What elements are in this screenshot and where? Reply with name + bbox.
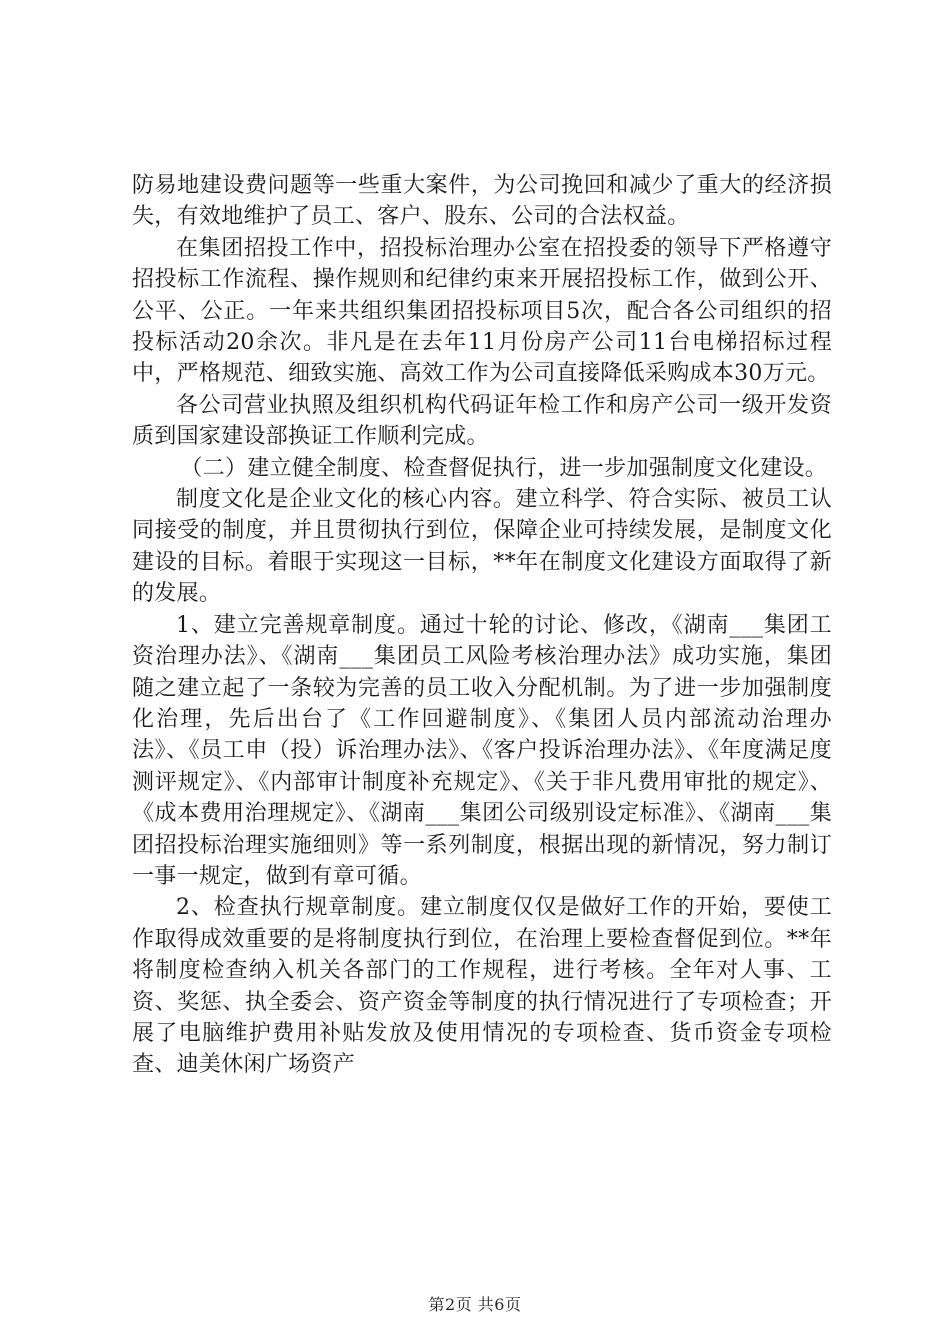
page-footer: 第2页 共6页 bbox=[428, 1295, 522, 1314]
paragraph-licenses: 各公司营业执照及组织机构代码证年检工作和房产公司一级开发资质到国家建设部换证工作顺利完成。 bbox=[132, 392, 832, 450]
section-heading-2: （二）建立健全制度、检查督促执行，进一步加强制度文化建设。 bbox=[180, 455, 828, 481]
paragraph-continuation: 防易地建设费问题等一些重大案件，为公司挽回和减少了重大的经济损失，有效地维护了员工、客户、股东、公司的合法权益。 bbox=[132, 173, 832, 230]
paragraph-system-culture: 制度文化是企业文化的核心内容。建立科学、符合实际、被员工认同接受的制度，并且贯彻执行到位，保障企业可持续发展，是制度文化建设的目标。着眼于实现这一目标，**年在制度文化建设方面取得了新的发展。 bbox=[132, 487, 832, 607]
paragraph-item-1: 1、建立完善规章制度。通过十轮的讨论、修改，《湖南___集团工资治理办法》、《湖南___集团员工风险考核治理办法》成功实施，集团随之建立起了一条较为完善的员工收入分配机制。为了进一步加强制度化治理，先后出台了《工作回避制度》、《集团人员内部流动治理办法》、《员工申（投）诉治理办法》、《客户投诉治理办法》、《年度满足度测评规定》、《内部审计制度补充规定》、《关于非凡费用审批的规定》、《成本费用治理规定》、《湖南___集团公司级别设定标准》、《湖南___集团招投标治理实施细则》等一系列制度，根据出现的新情况，努力制订一事一规定，做到有章可循。 bbox=[132, 612, 832, 889]
document-body bbox=[132, 170, 832, 1081]
paragraph-item-2: 2、检查执行规章制度。建立制度仅仅是做好工作的开始，要使工作取得成效重要的是将制度执行到位，在治理上要检查督促到位。**年将制度检查纳入机关各部门的工作规程，进行考核。全年对人事、工资、奖惩、执全委会、资产资金等制度的执行情况进行了专项检查；开展了电脑维护费用补贴发放及使用情况的专项检查、货币资金专项检查、迪美休闲广场资产 bbox=[132, 895, 832, 1078]
paragraph-bidding: 在集团招投工作中，招投标治理办公室在招投委的领导下严格遵守招投标工作流程、操作规则和纪律约束来开展招投标工作，做到公开、公平、公正。一年来共组织集团招投标项目5次，配合各公司组织的招投标活动20余次。非凡是在去年11月份房产公司11台电梯招标过程中，严格规范、细致实施、高效工作为公司直接降低采购成本30万元。 bbox=[132, 235, 832, 387]
